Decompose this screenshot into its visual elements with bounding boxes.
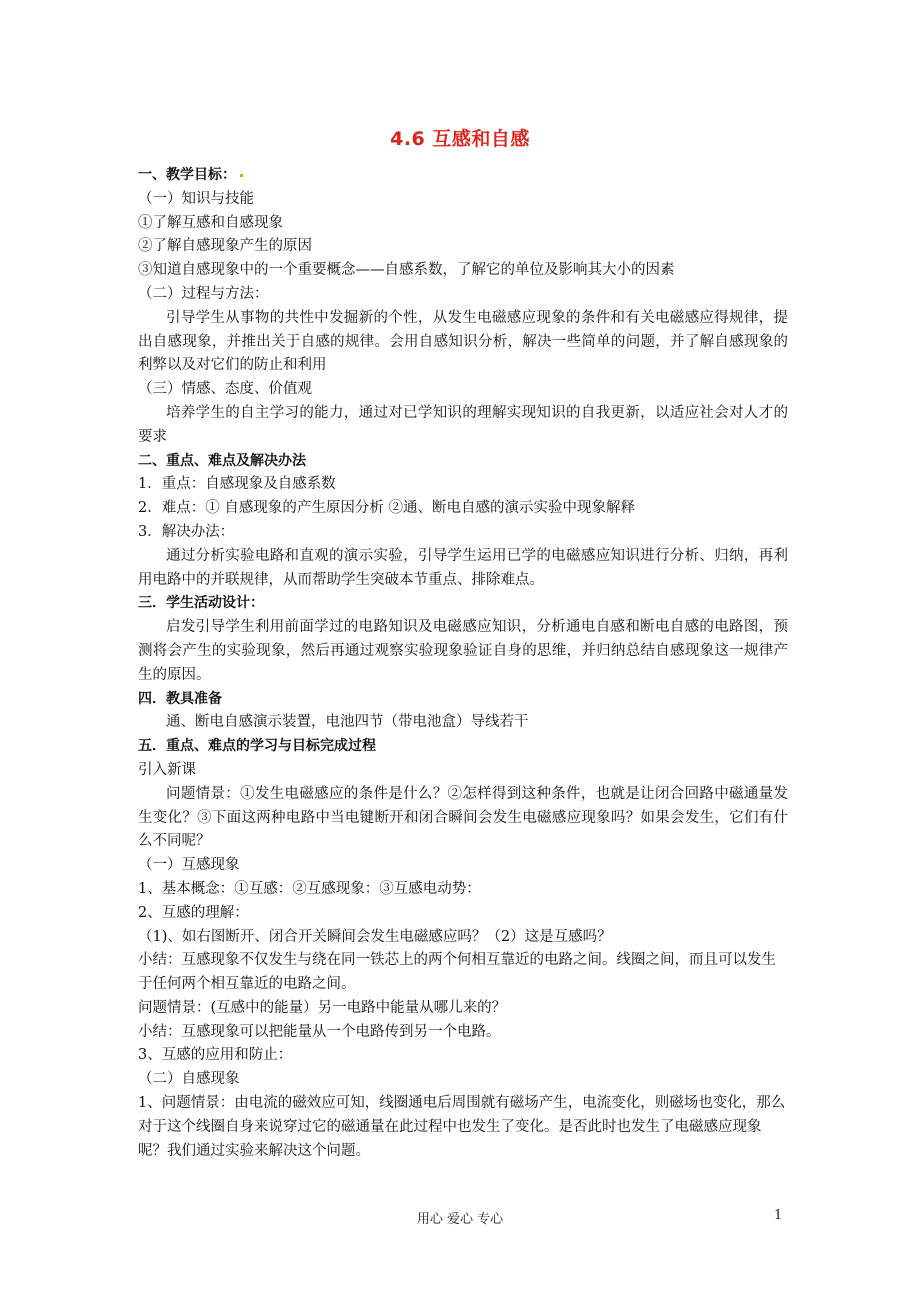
intro-new-lesson: 引入新课 xyxy=(138,761,196,778)
self-item-1: 1、问题情景：由电流的磁效应可知，线圈通电后周围就有磁场产生，电流变化，则磁场也变化，那么对于这个线圈自身来说穿过它的磁通量在此过程中也发生了变化。是否此时也发生了电磁感应现象呢？我们通过实验来解决这个问题。 xyxy=(138,1095,786,1159)
paragraph-tools: 通、断电自感演示装置，电池四节（带电池盒）导线若干 xyxy=(166,714,529,731)
key-point-3: 3．解决办法： xyxy=(138,523,235,540)
section-key-points: 二、重点、难点及解决办法 xyxy=(138,452,306,469)
mutual-question-energy: 问题情景：(互感中的能量）另一电路中能量从哪儿来的？ xyxy=(138,999,507,1016)
page-footer: 用心 爱心 专心 xyxy=(416,1212,504,1227)
section-learning-process: 五．重点、难点的学习与目标完成过程 xyxy=(138,738,376,755)
subheading-self-induction: （二）自感现象 xyxy=(138,1071,240,1088)
key-point-1: 1．重点：自感现象及自感系数 xyxy=(138,476,336,493)
paragraph-solution: 通过分析实验电路和直观的演示实验，引导学生运用已学的电磁感应知识进行分析、归纳，再利用电路中的并联规律，从而帮助学生突破本节重点、排除难点。 xyxy=(138,547,788,588)
key-point-2: 2．难点：① 自感现象的产生原因分析 ②通、断电自感的演示实验中现象解释 xyxy=(138,500,635,517)
mutual-item-3: （1)、如右图断开、闭合开关瞬间会发生电磁感应吗？（2）这是互感吗？ xyxy=(138,928,612,945)
section-heading: 一、教学目标： xyxy=(138,167,236,183)
mutual-item-1: 1、基本概念：①互感：②互感现象：③互感电动势： xyxy=(138,880,481,897)
page-number: 1 xyxy=(774,1208,783,1223)
paragraph-question: 问题情景：①发生电磁感应的条件是什么？②怎样得到这种条件，也就是让闭合回路中磁通量发生变化？③下面这两种电路中当电键断开和闭合瞬间会发生电磁感应现象吗？如果会发生，它们有什么不同呢？ xyxy=(138,785,788,850)
knowledge-item-2: ②了解自感现象产生的原因 xyxy=(138,238,312,255)
marker-dot-icon xyxy=(240,174,243,177)
mutual-summary-2: 小结：互感现象可以把能量从一个电路传到另一个电路。 xyxy=(138,1023,501,1040)
document-title: 4.6 互感和自感 xyxy=(390,128,530,150)
subheading-emotion: （三）情感、态度、价值观 xyxy=(138,381,312,398)
section-tools: 四．教具准备 xyxy=(138,690,222,707)
subheading-knowledge: （一）知识与技能 xyxy=(138,190,254,207)
mutual-item-2: 2、互感的理解： xyxy=(138,904,249,921)
mutual-item-application: 3、互感的应用和防止： xyxy=(138,1047,293,1064)
section-teaching-goals xyxy=(138,164,788,188)
document-body xyxy=(138,164,788,1163)
knowledge-item-1: ①了解互感和自感现象 xyxy=(138,214,283,231)
paragraph-emotion: 培养学生的自主学习的能力，通过对已学知识的理解实现知识的自我更新，以适应社会对人才的要求 xyxy=(138,404,788,445)
knowledge-item-3: ③知道自感现象中的一个重要概念——自感系数，了解它的单位及影响其大小的因素 xyxy=(138,262,675,279)
mutual-summary-1: 小结：互感现象不仅发生与绕在同一铁芯上的两个何相互靠近的电路之间。线圈之间，而且可以发生于任何两个相互靠近的电路之间。 xyxy=(138,952,776,993)
paragraph-method: 引导学生从事物的共性中发掘新的个性，从发生电磁感应现象的条件和有关电磁感应得规律，提出自感现象，并推出关于自感的规律。会用自感知识分析，解决一些简单的问题，并了解自感现象的利弊以及对它们的防止和利用 xyxy=(138,309,788,374)
subheading-method: （二）过程与方法： xyxy=(138,285,269,302)
subheading-mutual-induction: （一）互感现象 xyxy=(138,857,240,874)
section-student-activity: 三．学生活动设计： xyxy=(138,595,264,612)
paragraph-activity: 启发引导学生利用前面学过的电路知识及电磁感应知识，分析通电自感和断电自感的电路图，预测将会产生的实验现象，然后再通过观察实验现象验证自身的思维，并归纳总结自感现象这一规律产生的原因。 xyxy=(138,619,788,683)
